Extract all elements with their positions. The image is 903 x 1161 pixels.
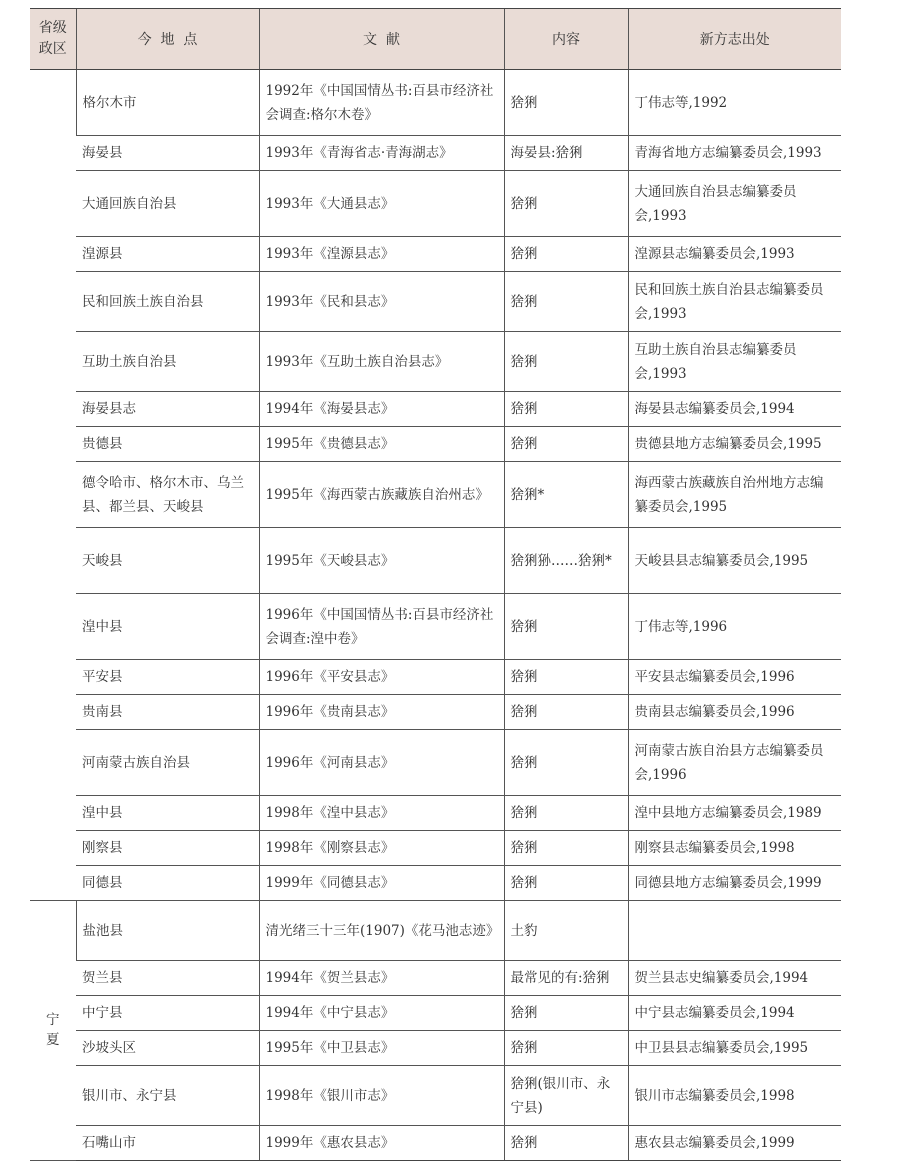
content-cell: 猞猁 xyxy=(504,1031,628,1066)
header-row xyxy=(30,9,841,70)
header-source: 新方志出处 xyxy=(628,9,841,70)
source-cell: 中卫县县志编纂委员会,1995 xyxy=(628,1031,841,1066)
source-cell: 中宁县志编纂委员会,1994 xyxy=(628,996,841,1031)
document-cell: 1995年《贵德县志》 xyxy=(259,427,504,462)
source-cell: 丁伟志等,1992 xyxy=(628,70,841,136)
place-cell: 同德县 xyxy=(76,866,259,901)
source-cell: 民和回族土族自治县志编纂委员会,1993 xyxy=(628,272,841,332)
place-cell: 沙坡头区 xyxy=(76,1031,259,1066)
document-cell: 1992年《中国国情丛书:百县市经济社会调查:格尔木卷》 xyxy=(259,70,504,136)
table-row xyxy=(30,237,841,272)
content-cell: 猞猁 xyxy=(504,660,628,695)
document-cell: 1995年《中卫县志》 xyxy=(259,1031,504,1066)
source-cell: 平安县志编纂委员会,1996 xyxy=(628,660,841,695)
document-cell: 1998年《银川市志》 xyxy=(259,1066,504,1126)
place-cell: 海晏县志 xyxy=(76,392,259,427)
document-cell: 1995年《海西蒙古族藏族自治州志》 xyxy=(259,462,504,528)
document-cell: 1993年《民和县志》 xyxy=(259,272,504,332)
place-cell: 银川市、永宁县 xyxy=(76,1066,259,1126)
place-cell: 海晏县 xyxy=(76,136,259,171)
header-place: 今 地 点 xyxy=(76,9,259,70)
table-row xyxy=(30,961,841,996)
document-cell: 1998年《湟中县志》 xyxy=(259,796,504,831)
content-cell: 猞猁 xyxy=(504,70,628,136)
content-cell: 猞猁 xyxy=(504,332,628,392)
source-cell: 同德县地方志编纂委员会,1999 xyxy=(628,866,841,901)
document-cell: 1994年《贺兰县志》 xyxy=(259,961,504,996)
content-cell: 猞猁 xyxy=(504,730,628,796)
place-cell: 刚察县 xyxy=(76,831,259,866)
content-cell: 海晏县:猞猁 xyxy=(504,136,628,171)
source-cell: 惠农县志编纂委员会,1999 xyxy=(628,1126,841,1161)
table-row xyxy=(30,392,841,427)
content-cell: 猞猁 xyxy=(504,866,628,901)
content-cell: 猞猁 xyxy=(504,171,628,237)
place-cell: 民和回族土族自治县 xyxy=(76,272,259,332)
table-row xyxy=(30,901,841,961)
document-cell: 1998年《刚察县志》 xyxy=(259,831,504,866)
source-cell: 湟源县志编纂委员会,1993 xyxy=(628,237,841,272)
table-row xyxy=(30,730,841,796)
table-row xyxy=(30,70,841,136)
source-cell xyxy=(628,901,841,961)
province-label: 宁夏 xyxy=(46,1011,60,1048)
header-province-line2: 政区 xyxy=(38,41,67,57)
content-cell: 最常见的有:猞猁 xyxy=(504,961,628,996)
table-row xyxy=(30,695,841,730)
content-cell: 猞猁 xyxy=(504,237,628,272)
place-cell: 格尔木市 xyxy=(76,70,259,136)
table-row xyxy=(30,1031,841,1066)
document-cell: 1996年《中国国情丛书:百县市经济社会调查:湟中卷》 xyxy=(259,594,504,660)
document-cell: 1994年《海晏县志》 xyxy=(259,392,504,427)
source-cell: 互助土族自治县志编纂委员会,1993 xyxy=(628,332,841,392)
source-cell: 银川市志编纂委员会,1998 xyxy=(628,1066,841,1126)
content-cell: 猞猁 xyxy=(504,695,628,730)
province-cell xyxy=(30,70,76,901)
content-cell: 土豹 xyxy=(504,901,628,961)
document-cell: 1993年《湟源县志》 xyxy=(259,237,504,272)
document-cell: 1996年《贵南县志》 xyxy=(259,695,504,730)
content-cell: 猞猁(银川市、永宁县) xyxy=(504,1066,628,1126)
content-cell: 猞猁 xyxy=(504,427,628,462)
source-cell: 海西蒙古族藏族自治州地方志编纂委员会,1995 xyxy=(628,462,841,528)
document-cell: 1993年《互助土族自治县志》 xyxy=(259,332,504,392)
place-cell: 贺兰县 xyxy=(76,961,259,996)
place-cell: 大通回族自治县 xyxy=(76,171,259,237)
table-row xyxy=(30,1066,841,1126)
document-cell: 1996年《平安县志》 xyxy=(259,660,504,695)
place-cell: 天峻县 xyxy=(76,528,259,594)
content-cell: 猞猁 xyxy=(504,594,628,660)
document-cell: 1999年《惠农县志》 xyxy=(259,1126,504,1161)
header-content: 内容 xyxy=(504,9,628,70)
content-cell: 猞猁狲……猞猁* xyxy=(504,528,628,594)
table-row xyxy=(30,171,841,237)
place-cell: 德令哈市、格尔木市、乌兰县、都兰县、天峻县 xyxy=(76,462,259,528)
table-row xyxy=(30,136,841,171)
place-cell: 湟中县 xyxy=(76,594,259,660)
document-cell: 1995年《天峻县志》 xyxy=(259,528,504,594)
document-cell: 1999年《同德县志》 xyxy=(259,866,504,901)
content-cell: 猞猁 xyxy=(504,272,628,332)
source-cell: 湟中县地方志编纂委员会,1989 xyxy=(628,796,841,831)
table-row xyxy=(30,866,841,901)
place-cell: 湟源县 xyxy=(76,237,259,272)
province-cell xyxy=(30,901,76,1161)
source-cell: 贵南县志编纂委员会,1996 xyxy=(628,695,841,730)
header-province-line1: 省级 xyxy=(38,20,67,36)
place-cell: 中宁县 xyxy=(76,996,259,1031)
header-document: 文 献 xyxy=(259,9,504,70)
lynx-records-table xyxy=(30,8,841,1161)
table-row xyxy=(30,660,841,695)
source-cell: 贺兰县志史编纂委员会,1994 xyxy=(628,961,841,996)
header-province xyxy=(30,9,76,70)
table-row xyxy=(30,831,841,866)
document-cell: 1993年《大通县志》 xyxy=(259,171,504,237)
table-body xyxy=(30,70,841,1161)
place-cell: 石嘴山市 xyxy=(76,1126,259,1161)
place-cell: 盐池县 xyxy=(76,901,259,961)
source-cell: 天峻县县志编纂委员会,1995 xyxy=(628,528,841,594)
table-row xyxy=(30,462,841,528)
table-row xyxy=(30,1126,841,1161)
content-cell: 猞猁* xyxy=(504,462,628,528)
source-cell: 大通回族自治县志编纂委员会,1993 xyxy=(628,171,841,237)
place-cell: 湟中县 xyxy=(76,796,259,831)
table-row xyxy=(30,427,841,462)
content-cell: 猞猁 xyxy=(504,831,628,866)
table-row xyxy=(30,996,841,1031)
content-cell: 猞猁 xyxy=(504,796,628,831)
place-cell: 贵德县 xyxy=(76,427,259,462)
content-cell: 猞猁 xyxy=(504,392,628,427)
content-cell: 猞猁 xyxy=(504,996,628,1031)
document-cell: 1993年《青海省志·青海湖志》 xyxy=(259,136,504,171)
place-cell: 互助土族自治县 xyxy=(76,332,259,392)
document-cell: 清光绪三十三年(1907)《花马池志迹》 xyxy=(259,901,504,961)
place-cell: 河南蒙古族自治县 xyxy=(76,730,259,796)
table-row xyxy=(30,796,841,831)
source-cell: 青海省地方志编纂委员会,1993 xyxy=(628,136,841,171)
source-cell: 海晏县志编纂委员会,1994 xyxy=(628,392,841,427)
table-row xyxy=(30,594,841,660)
source-cell: 刚察县志编纂委员会,1998 xyxy=(628,831,841,866)
place-cell: 贵南县 xyxy=(76,695,259,730)
table-row xyxy=(30,528,841,594)
document-cell: 1994年《中宁县志》 xyxy=(259,996,504,1031)
source-cell: 丁伟志等,1996 xyxy=(628,594,841,660)
document-cell: 1996年《河南县志》 xyxy=(259,730,504,796)
table-row xyxy=(30,272,841,332)
source-cell: 河南蒙古族自治县方志编纂委员会,1996 xyxy=(628,730,841,796)
content-cell: 猞猁 xyxy=(504,1126,628,1161)
source-cell: 贵德县地方志编纂委员会,1995 xyxy=(628,427,841,462)
table-row xyxy=(30,332,841,392)
place-cell: 平安县 xyxy=(76,660,259,695)
